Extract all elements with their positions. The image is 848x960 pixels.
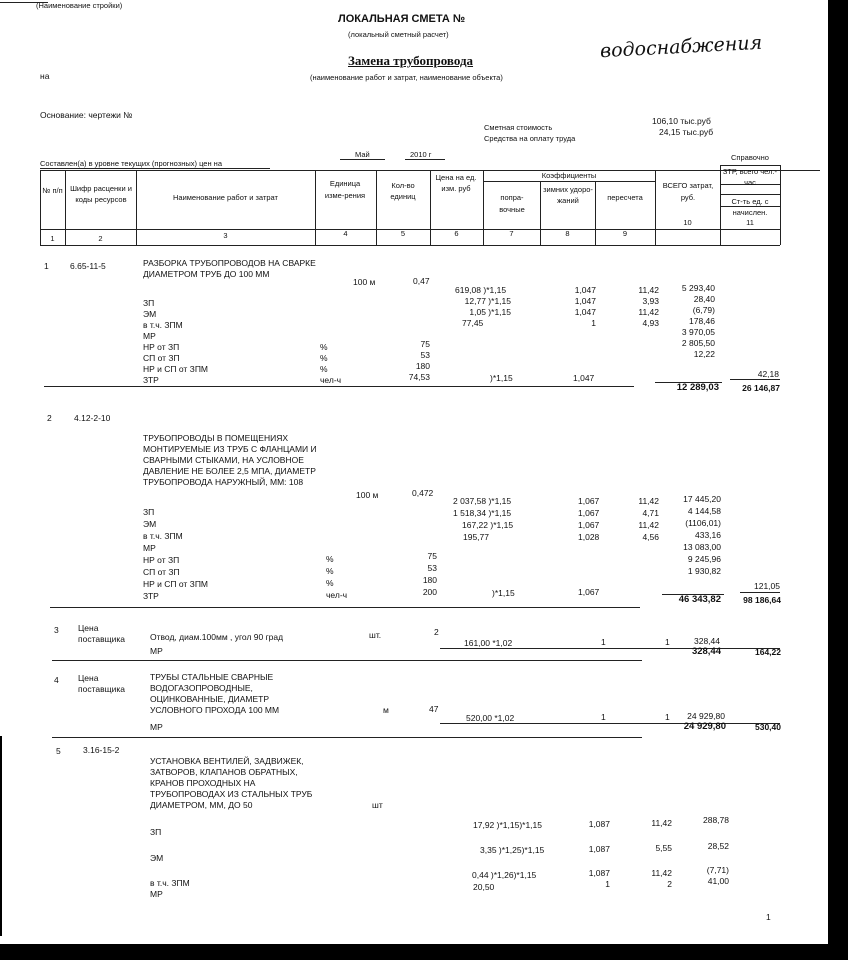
row-qty: 74,53: [408, 372, 430, 382]
row-winter: 1,067: [578, 508, 600, 518]
col-name-header: Наименование работ и затрат: [172, 193, 278, 202]
row-winter: 1: [591, 318, 596, 328]
row-unit: %: [320, 364, 328, 374]
row-price: 195,77: [463, 532, 489, 542]
year: 2010 г: [410, 150, 432, 159]
composed-underline: [40, 168, 270, 169]
row-recalc: 11,42: [638, 307, 659, 317]
row-label: НР от ЗП: [143, 342, 180, 352]
col-index: 7: [509, 229, 514, 238]
row-winter: 1,087: [588, 819, 610, 829]
item-unit: 100 м: [356, 490, 379, 500]
row-winter: 1,047: [574, 307, 596, 317]
row-total: 9 245,96: [687, 554, 721, 564]
row-coef: )*1,15: [492, 588, 515, 598]
row-total: 178,46: [689, 316, 715, 326]
scan-edge-right: [828, 0, 848, 960]
col-index: 3: [223, 231, 228, 240]
row-qty: 200: [422, 587, 437, 597]
object-name: Замена трубопровода: [348, 53, 474, 68]
row-label: МР: [150, 646, 163, 656]
org-caption: (Наименование стройки): [36, 1, 123, 10]
item-num: 2: [47, 413, 52, 423]
row-recalc: 1: [665, 712, 670, 722]
ref-header: Справочно: [731, 153, 769, 162]
wages-label: Средства на оплату труда: [484, 134, 576, 143]
row-winter: 1,028: [578, 532, 600, 542]
item-divider: [50, 607, 640, 608]
row-recalc: 4,56: [642, 532, 659, 542]
row-label: НР и СП от ЗПМ: [143, 364, 209, 374]
col-index: 10: [683, 218, 692, 227]
row-recalc: 3,93: [642, 296, 659, 306]
row-unit: чел-ч: [320, 375, 342, 385]
col-total-header: ВСЕГО затрат, руб.: [662, 181, 714, 202]
row-price: 167,22 )*1,15: [462, 520, 514, 530]
row-winter: 1,047: [573, 373, 595, 383]
row-qty: 75: [427, 551, 437, 561]
handwritten-signature: водоснабжения: [599, 31, 763, 63]
ref-cost-value: 164,22: [755, 647, 781, 657]
col-code-header: Шифр расценки и коды ресурсов: [70, 184, 132, 204]
year-underline: [405, 159, 445, 160]
row-label: ЗП: [143, 298, 155, 308]
ref-ztr-value: 121,05: [754, 581, 780, 591]
row-winter: 1: [601, 637, 606, 647]
row-label: ЭМ: [143, 309, 157, 319]
col-recalc-header: пересчета: [607, 193, 643, 202]
item-sum: 12 289,03: [676, 382, 719, 393]
cost-label: Сметная стоимость: [484, 123, 553, 132]
row-label: в т.ч. ЗПМ: [143, 320, 183, 330]
row-total: (6,79): [692, 305, 715, 315]
row-winter: 1: [601, 712, 606, 722]
row-qty: 53: [427, 563, 437, 573]
item-code: 6.65-11-5: [70, 261, 106, 271]
col-index: 11: [746, 218, 754, 227]
row-winter: 1,067: [578, 496, 600, 506]
row-label: МР: [150, 722, 163, 732]
row-recalc: 11,42: [651, 868, 672, 878]
row-qty: 180: [422, 575, 437, 585]
item-unit: 100 м: [353, 277, 376, 287]
row-recalc: 11,42: [638, 496, 659, 506]
row-total: 28,40: [693, 294, 715, 304]
row-qty: 180: [415, 361, 430, 371]
row-label: ЗТР: [143, 375, 159, 385]
row-unit: %: [326, 566, 334, 576]
row-label: в т.ч. ЗПМ: [150, 878, 190, 888]
item-name: ТРУБОПРОВОДЫ В ПОМЕЩЕНИЯХ МОНТИРУЕМЫЕ ИЗ ТРУБ С ФЛАНЦАМИ И СВАРНЫМИ СТЫКАМИ, НА УСЛОВНОЕ ДАВЛЕНИЕ НЕ БОЛЕЕ 2,5 МПА, ДИАМЕТР ТРУБОПРОВОДА НАРУЖНЫЙ, ММ: 108: [143, 433, 317, 487]
item-name: РАЗБОРКА ТРУБОПРОВОДОВ НА СВАРКЕ ДИАМЕТРОМ ТРУБ ДО 100 ММ: [143, 258, 316, 279]
row-total: 24 929,80: [687, 711, 725, 721]
row-qty: 53: [420, 350, 430, 360]
col-num-header: № п/п: [42, 186, 63, 195]
item-divider: [52, 737, 642, 738]
row-total: 433,16: [695, 530, 721, 540]
scan-edge-bottom: [0, 944, 848, 960]
col-qty-header: Кол-во единиц: [390, 181, 416, 201]
row-underline: [440, 648, 780, 649]
item-qty: 47: [429, 704, 439, 714]
item-unit: шт.: [369, 630, 382, 640]
item-num: 3: [54, 625, 59, 635]
row-total: 13 083,00: [683, 542, 721, 552]
item-sum: 328,44: [691, 646, 721, 657]
row-label: НР и СП от ЗПМ: [143, 579, 209, 589]
row-coef: )*1,15: [490, 373, 513, 383]
row-winter: 1,087: [588, 844, 610, 854]
row-price: 12,77 )*1,15: [464, 296, 511, 306]
row-recalc: 11,42: [638, 520, 659, 530]
col-ref-ztr-header: ЗТР, всего чел.-час: [722, 167, 778, 187]
row-label: ЗП: [150, 827, 162, 837]
item-unit: м: [383, 705, 389, 715]
row-recalc: 4,71: [642, 508, 659, 518]
row-unit: %: [326, 578, 334, 588]
row-winter: 1,067: [578, 520, 600, 530]
row-total: 1 930,82: [687, 566, 721, 576]
row-price: 520,00 *1,02: [466, 713, 515, 723]
document-title: ЛОКАЛЬНАЯ СМЕТА №: [338, 13, 466, 25]
row-unit: %: [326, 554, 334, 564]
month-underline: [340, 159, 385, 160]
item-num: 1: [44, 261, 49, 271]
ref-ztr-value: 42,18: [757, 369, 779, 379]
row-recalc: 11,42: [651, 818, 672, 828]
item-num: 5: [56, 746, 61, 756]
ref-cost-value: 530,40: [755, 722, 781, 732]
row-total: (7,71): [706, 865, 729, 875]
wages-value: 24,15 тыс.руб: [659, 127, 714, 137]
item-name: УСТАНОВКА ВЕНТИЛЕЙ, ЗАДВИЖЕК, ЗАТВОРОВ, КЛАПАНОВ ОБРАТНЫХ, КРАНОВ ПРОХОДНЫХ НА ТРУБОПРОВОДАХ ИЗ СТАЛЬНЫХ ТРУБ ДИАМЕТРОМ, ММ, ДО 50: [150, 756, 313, 810]
row-total: 28,52: [707, 841, 729, 851]
ref-underline: [740, 592, 780, 593]
item-sum: 46 343,82: [678, 594, 721, 605]
row-label: МР: [143, 543, 156, 553]
item-qty: 2: [434, 627, 439, 637]
row-total: (1106,01): [685, 518, 721, 528]
item-code: Цена поставщика: [78, 673, 125, 694]
item-divider: [52, 660, 642, 661]
row-total: 12,22: [693, 349, 715, 359]
row-unit: %: [320, 353, 328, 363]
row-recalc: 1: [665, 637, 670, 647]
row-price: 77,45: [462, 318, 484, 328]
title-caption: (локальный сметный расчет): [348, 30, 449, 39]
row-winter: 1,067: [578, 587, 600, 597]
row-winter: 1,047: [574, 285, 596, 295]
ref-cost-value: 26 146,87: [742, 383, 780, 393]
col-index: 5: [400, 229, 406, 238]
row-label: ЭМ: [143, 519, 157, 529]
row-total: 41,00: [707, 876, 729, 886]
item-name: Отвод, диам.100мм , угол 90 град: [150, 632, 284, 642]
row-price: 0,44 )*1,26)*1,15: [472, 870, 537, 880]
item-code: 3.16-15-2: [83, 745, 120, 755]
na-label: на: [40, 71, 50, 81]
col-index: 8: [565, 229, 570, 238]
row-recalc: 4,93: [642, 318, 659, 328]
item-sum: 24 929,80: [683, 721, 726, 732]
row-total: 2 805,50: [681, 338, 715, 348]
row-winter: 1: [605, 879, 610, 889]
row-price: 2 037,58 )*1,15: [453, 496, 512, 506]
row-total: 17 445,20: [683, 494, 721, 504]
row-unit: чел-ч: [326, 590, 348, 600]
row-price: 619,08 )*1,15: [455, 285, 507, 295]
col-index: 9: [622, 229, 628, 238]
item-unit: шт: [372, 800, 383, 810]
row-label: МР: [143, 331, 156, 341]
row-recalc: 5,55: [655, 843, 672, 853]
row-label: НР от ЗП: [143, 555, 180, 565]
row-unit: %: [320, 342, 328, 352]
cost-value: 106,10 тыс.руб: [652, 116, 711, 126]
row-price: 20,50: [473, 882, 495, 892]
item-code: 4.12-2-10: [74, 413, 111, 423]
row-price: 17,92 )*1,15)*1,15: [473, 820, 542, 830]
item-name: ТРУБЫ СТАЛЬНЫЕ СВАРНЫЕ ВОДОГАЗОПРОВОДНЫЕ, ОЦИНКОВАННЫЕ, ДИАМЕТР УСЛОВНОГО ПРОХОДА 100 ММ: [150, 672, 280, 715]
col-unit-header: Единица изме-рения: [324, 179, 366, 200]
row-label: СП от ЗП: [143, 567, 180, 577]
ref-cost-value: 98 186,64: [743, 595, 781, 605]
row-label: СП от ЗП: [143, 353, 180, 363]
row-label: ЭМ: [150, 853, 164, 863]
basis-label: Основание: чертежи №: [40, 110, 133, 120]
coef-header: Коэффициенты: [541, 171, 597, 180]
item-num: 4: [54, 675, 59, 685]
row-winter: 1,087: [588, 868, 610, 878]
item-code: Цена поставщика: [78, 623, 125, 644]
row-price: 161,00 *1,02: [464, 638, 513, 648]
object-caption: (наименование работ и затрат, наименование объекта): [310, 73, 503, 82]
col-correction-header: попра-вочные: [499, 193, 525, 214]
col-index: 4: [343, 229, 348, 238]
page-number: 1: [766, 912, 771, 922]
row-recalc: 11,42: [638, 285, 659, 295]
col-winter-header: зимних удоро-жаний: [543, 185, 593, 205]
row-price: 1 518,34 )*1,15: [453, 508, 512, 518]
col-index: 2: [98, 234, 103, 243]
row-total: 4 144,58: [687, 506, 721, 516]
item-qty: 0,472: [412, 488, 434, 498]
row-price: 1,05 )*1,15: [469, 307, 511, 317]
row-label: ЗП: [143, 507, 155, 517]
row-winter: 1,047: [574, 296, 596, 306]
col-ref-cost-header: Ст-ть ед. с начислен.: [731, 197, 769, 217]
row-total: 328,44: [694, 636, 720, 646]
row-label: МР: [150, 889, 163, 899]
row-price: 3,35 )*1,25)*1,15: [480, 845, 545, 855]
row-total: 288,78: [703, 815, 729, 825]
item-divider: [44, 386, 634, 387]
row-recalc: 2: [667, 879, 672, 889]
col-index: 1: [50, 234, 55, 243]
item-qty: 0,47: [413, 276, 430, 286]
row-total: 3 970,05: [681, 327, 715, 337]
row-label: в т.ч. ЗПМ: [143, 531, 183, 541]
composed-label: Составлен(а) в уровне текущих (прогнозных) цен на: [40, 159, 222, 168]
row-label: ЗТР: [143, 591, 159, 601]
ref-underline: [730, 379, 780, 380]
row-total: 5 293,40: [681, 283, 715, 293]
col-index: 6: [454, 229, 459, 238]
col-price-header: Цена на ед. изм. руб: [435, 173, 477, 193]
row-qty: 75: [420, 339, 430, 349]
row-underline: [440, 723, 780, 724]
scan-edge-left: [0, 736, 2, 936]
month: Май: [355, 150, 370, 159]
